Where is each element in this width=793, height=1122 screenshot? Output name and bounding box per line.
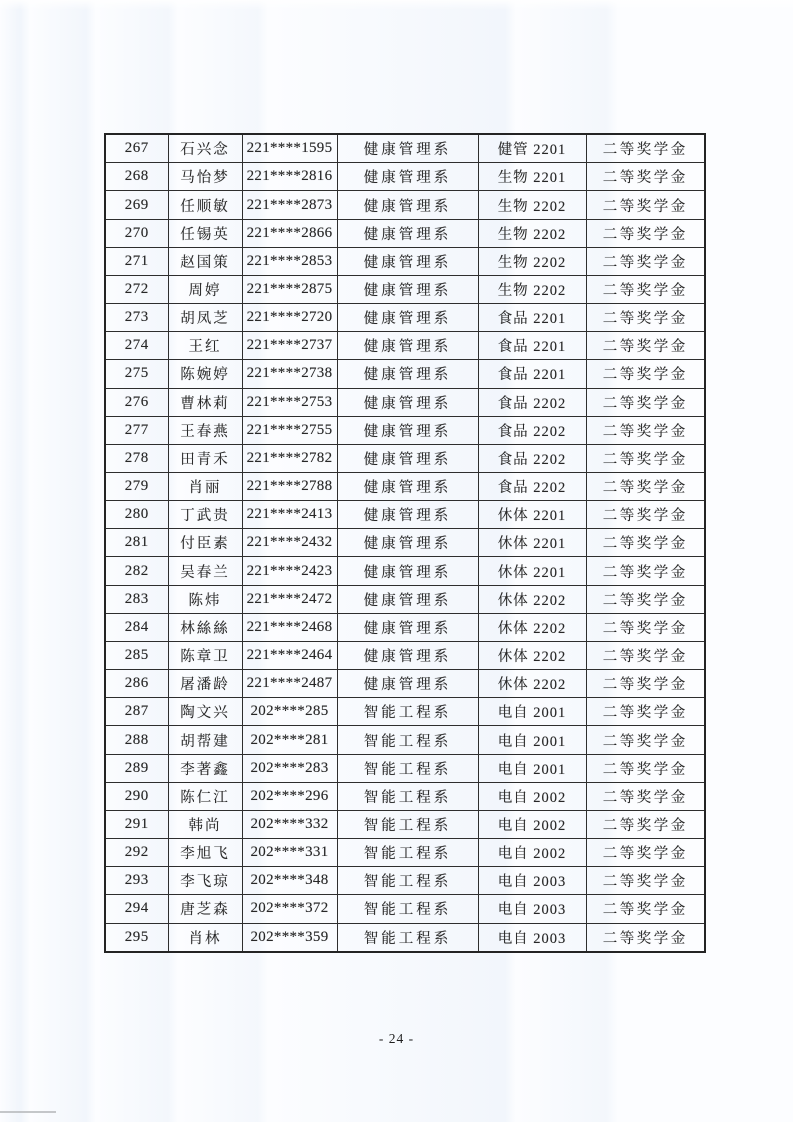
student-id-cell: 221****2720 [242,304,337,332]
serial-number-cell: 276 [105,388,168,416]
serial-number-cell: 288 [105,726,168,754]
class-cell: 休体 2201 [478,529,586,557]
student-id-cell: 202****283 [242,754,337,782]
table-row [105,726,705,754]
award-level-cell: 二等奖学金 [586,585,705,613]
table-row [105,247,705,275]
table-row [105,923,705,952]
student-id-cell: 221****2788 [242,473,337,501]
student-name-cell: 陈炜 [168,585,242,613]
student-id-cell: 221****2464 [242,641,337,669]
table-row [105,332,705,360]
serial-number-cell: 291 [105,810,168,838]
student-name-cell: 任顺敏 [168,191,242,219]
student-name-cell: 陈婉婷 [168,360,242,388]
award-level-cell: 二等奖学金 [586,698,705,726]
award-level-cell: 二等奖学金 [586,191,705,219]
serial-number-cell: 295 [105,923,168,952]
award-level-cell: 二等奖学金 [586,810,705,838]
student-id-cell: 221****1595 [242,134,337,163]
student-name-cell: 丁武贵 [168,501,242,529]
table-row [105,501,705,529]
serial-number-cell: 286 [105,670,168,698]
table-row [105,867,705,895]
student-id-cell: 221****2755 [242,416,337,444]
serial-number-cell: 269 [105,191,168,219]
class-cell: 电自 2003 [478,867,586,895]
award-level-cell: 二等奖学金 [586,867,705,895]
serial-number-cell: 292 [105,839,168,867]
class-cell: 电自 2001 [478,754,586,782]
class-cell: 休体 2201 [478,557,586,585]
serial-number-cell: 280 [105,501,168,529]
student-name-cell: 李著鑫 [168,754,242,782]
student-id-cell: 221****2816 [242,163,337,191]
class-cell: 休体 2202 [478,585,586,613]
class-cell: 食品 2201 [478,360,586,388]
table-row [105,219,705,247]
department-cell: 健康管理系 [337,416,478,444]
department-cell: 智能工程系 [337,895,478,923]
table-row [105,895,705,923]
award-level-cell: 二等奖学金 [586,388,705,416]
table-row [105,641,705,669]
scholarship-table-body [105,134,705,952]
table-row [105,810,705,838]
award-level-cell: 二等奖学金 [586,304,705,332]
page-number: - 24 - [378,1031,415,1046]
award-level-cell: 二等奖学金 [586,557,705,585]
award-level-cell: 二等奖学金 [586,501,705,529]
award-level-cell: 二等奖学金 [586,473,705,501]
scan-edge-shade [0,0,793,10]
table-row [105,698,705,726]
table-row [105,585,705,613]
award-level-cell: 二等奖学金 [586,641,705,669]
student-name-cell: 田青禾 [168,444,242,472]
department-cell: 健康管理系 [337,191,478,219]
table-row [105,529,705,557]
department-cell: 健康管理系 [337,275,478,303]
student-id-cell: 202****359 [242,923,337,952]
serial-number-cell: 284 [105,613,168,641]
table-row [105,191,705,219]
award-level-cell: 二等奖学金 [586,754,705,782]
student-name-cell: 赵国策 [168,247,242,275]
class-cell: 电自 2003 [478,923,586,952]
serial-number-cell: 267 [105,134,168,163]
department-cell: 智能工程系 [337,867,478,895]
class-cell: 食品 2201 [478,304,586,332]
class-cell: 生物 2202 [478,191,586,219]
student-name-cell: 吴春兰 [168,557,242,585]
serial-number-cell: 275 [105,360,168,388]
class-cell: 生物 2202 [478,219,586,247]
serial-number-cell: 270 [105,219,168,247]
student-name-cell: 李旭飞 [168,839,242,867]
award-level-cell: 二等奖学金 [586,782,705,810]
department-cell: 健康管理系 [337,219,478,247]
student-id-cell: 221****2487 [242,670,337,698]
department-cell: 智能工程系 [337,698,478,726]
student-name-cell: 韩尚 [168,810,242,838]
department-cell: 智能工程系 [337,923,478,952]
class-cell: 生物 2202 [478,247,586,275]
student-id-cell: 202****285 [242,698,337,726]
class-cell: 休体 2202 [478,670,586,698]
student-id-cell: 221****2782 [242,444,337,472]
department-cell: 智能工程系 [337,810,478,838]
award-level-cell: 二等奖学金 [586,444,705,472]
serial-number-cell: 287 [105,698,168,726]
scholarship-award-table [104,133,706,953]
serial-number-cell: 278 [105,444,168,472]
student-name-cell: 唐芝森 [168,895,242,923]
student-name-cell: 陈仁江 [168,782,242,810]
serial-number-cell: 282 [105,557,168,585]
award-level-cell: 二等奖学金 [586,163,705,191]
serial-number-cell: 283 [105,585,168,613]
scan-artifact-line [0,1111,56,1113]
student-name-cell: 肖丽 [168,473,242,501]
award-level-cell: 二等奖学金 [586,275,705,303]
student-name-cell: 胡凤芝 [168,304,242,332]
award-level-cell: 二等奖学金 [586,332,705,360]
serial-number-cell: 271 [105,247,168,275]
class-cell: 电自 2002 [478,782,586,810]
award-level-cell: 二等奖学金 [586,360,705,388]
table-row [105,388,705,416]
department-cell: 健康管理系 [337,585,478,613]
class-cell: 生物 2202 [478,275,586,303]
table-row [105,670,705,698]
department-cell: 健康管理系 [337,670,478,698]
student-id-cell: 202****372 [242,895,337,923]
department-cell: 智能工程系 [337,782,478,810]
student-id-cell: 221****2432 [242,529,337,557]
student-name-cell: 曹林莉 [168,388,242,416]
class-cell: 食品 2201 [478,332,586,360]
student-id-cell: 221****2423 [242,557,337,585]
student-name-cell: 林絲絲 [168,613,242,641]
department-cell: 健康管理系 [337,613,478,641]
student-id-cell: 202****296 [242,782,337,810]
class-cell: 电自 2002 [478,810,586,838]
student-id-cell: 221****2472 [242,585,337,613]
student-name-cell: 屠潘龄 [168,670,242,698]
table-row [105,134,705,163]
student-id-cell: 221****2873 [242,191,337,219]
student-id-cell: 202****281 [242,726,337,754]
serial-number-cell: 293 [105,867,168,895]
class-cell: 休体 2202 [478,613,586,641]
award-level-cell: 二等奖学金 [586,895,705,923]
student-id-cell: 202****331 [242,839,337,867]
student-id-cell: 221****2866 [242,219,337,247]
table-row [105,275,705,303]
student-name-cell: 肖林 [168,923,242,952]
student-name-cell: 陈章卫 [168,641,242,669]
serial-number-cell: 279 [105,473,168,501]
student-id-cell: 221****2738 [242,360,337,388]
department-cell: 健康管理系 [337,388,478,416]
table-row [105,839,705,867]
department-cell: 健康管理系 [337,529,478,557]
serial-number-cell: 274 [105,332,168,360]
serial-number-cell: 289 [105,754,168,782]
student-id-cell: 221****2875 [242,275,337,303]
department-cell: 健康管理系 [337,304,478,332]
student-name-cell: 陶文兴 [168,698,242,726]
student-id-cell: 202****332 [242,810,337,838]
class-cell: 休体 2202 [478,641,586,669]
department-cell: 健康管理系 [337,332,478,360]
student-id-cell: 221****2413 [242,501,337,529]
department-cell: 智能工程系 [337,726,478,754]
award-level-cell: 二等奖学金 [586,529,705,557]
award-level-cell: 二等奖学金 [586,247,705,275]
table-row [105,754,705,782]
table-row [105,613,705,641]
serial-number-cell: 277 [105,416,168,444]
serial-number-cell: 268 [105,163,168,191]
award-level-cell: 二等奖学金 [586,923,705,952]
class-cell: 电自 2001 [478,698,586,726]
department-cell: 智能工程系 [337,754,478,782]
serial-number-cell: 290 [105,782,168,810]
class-cell: 食品 2202 [478,473,586,501]
department-cell: 健康管理系 [337,134,478,163]
student-name-cell: 王红 [168,332,242,360]
department-cell: 健康管理系 [337,473,478,501]
class-cell: 休体 2201 [478,501,586,529]
class-cell: 健管 2201 [478,134,586,163]
department-cell: 健康管理系 [337,557,478,585]
award-level-cell: 二等奖学金 [586,839,705,867]
student-name-cell: 王春燕 [168,416,242,444]
award-level-cell: 二等奖学金 [586,726,705,754]
student-name-cell: 任锡英 [168,219,242,247]
student-name-cell: 周婷 [168,275,242,303]
department-cell: 健康管理系 [337,641,478,669]
department-cell: 健康管理系 [337,501,478,529]
award-level-cell: 二等奖学金 [586,613,705,641]
department-cell: 健康管理系 [337,163,478,191]
student-id-cell: 221****2853 [242,247,337,275]
table-row [105,782,705,810]
student-id-cell: 202****348 [242,867,337,895]
student-name-cell: 付臣素 [168,529,242,557]
class-cell: 食品 2202 [478,416,586,444]
student-name-cell: 马怡梦 [168,163,242,191]
class-cell: 食品 2202 [478,444,586,472]
student-name-cell: 李飞琼 [168,867,242,895]
class-cell: 电自 2003 [478,895,586,923]
serial-number-cell: 273 [105,304,168,332]
serial-number-cell: 281 [105,529,168,557]
department-cell: 智能工程系 [337,839,478,867]
serial-number-cell: 285 [105,641,168,669]
table-row [105,557,705,585]
class-cell: 生物 2201 [478,163,586,191]
department-cell: 健康管理系 [337,444,478,472]
award-level-cell: 二等奖学金 [586,134,705,163]
serial-number-cell: 272 [105,275,168,303]
award-level-cell: 二等奖学金 [586,416,705,444]
department-cell: 健康管理系 [337,247,478,275]
award-level-cell: 二等奖学金 [586,670,705,698]
table-row [105,163,705,191]
table-row [105,473,705,501]
table-row [105,416,705,444]
student-id-cell: 221****2753 [242,388,337,416]
class-cell: 电自 2001 [478,726,586,754]
award-level-cell: 二等奖学金 [586,219,705,247]
table-row [105,444,705,472]
table-row [105,360,705,388]
student-name-cell: 石兴念 [168,134,242,163]
department-cell: 健康管理系 [337,360,478,388]
table-row [105,304,705,332]
student-id-cell: 221****2468 [242,613,337,641]
student-name-cell: 胡帮建 [168,726,242,754]
serial-number-cell: 294 [105,895,168,923]
student-id-cell: 221****2737 [242,332,337,360]
class-cell: 电自 2002 [478,839,586,867]
class-cell: 食品 2202 [478,388,586,416]
